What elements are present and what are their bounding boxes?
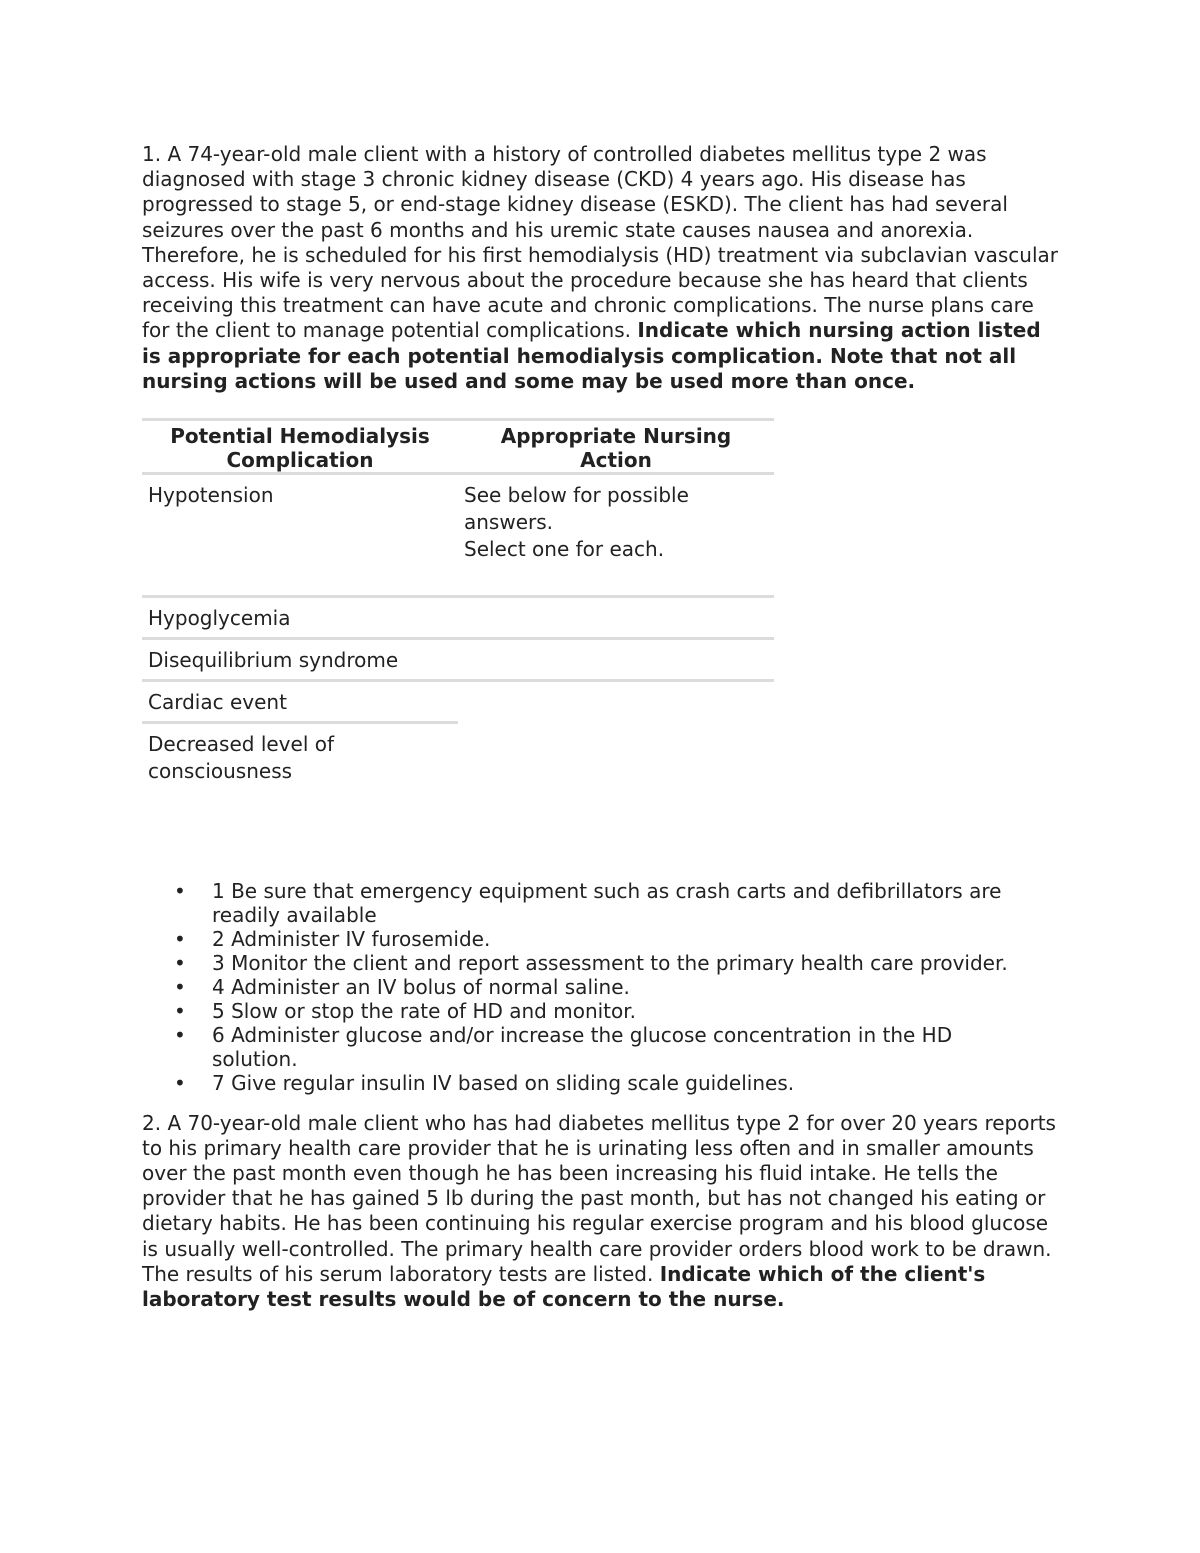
option-text: 1 Be sure that emergency equipment such as crash carts and defibrillators are readily available	[212, 878, 1002, 927]
question-2	[142, 1111, 1062, 1313]
bullet-icon: •	[174, 878, 186, 903]
bullet-icon: •	[174, 950, 186, 975]
complication-decreased-loc: Decreased level of consciousness	[142, 723, 458, 793]
complication-table	[142, 418, 774, 793]
option-text: 4 Administer an IV bolus of normal saline.	[212, 974, 630, 999]
complication-hypotension: Hypotension	[148, 483, 274, 508]
option-text: 2 Administer IV furosemide.	[212, 926, 491, 951]
question-2-text: 2. A 70-year-old male client who has had diabetes mellitus type 2 for over 20 years reports to his primary health care provider that he is urinating less often and in smaller amounts over the past month even though he has been increasing his fluid intake. He tells the provider that he has gained 5 lb during the past month, but has not changed his eating or dietary habits. He has been continuing his regular exercise program and his blood glucose is usually well-controlled. The primary health care provider orders blood work to be drawn. The results of his serum laboratory tests are listed.	[142, 1110, 1056, 1286]
bullet-icon: •	[174, 1070, 186, 1095]
answer-hint	[458, 474, 774, 597]
bullet-icon: •	[174, 926, 186, 951]
option-item	[142, 999, 1032, 1023]
option-item	[142, 879, 1032, 927]
option-item	[142, 975, 1032, 999]
header-complication: Potential Hemodialysis Complication	[142, 420, 458, 474]
answer-hint-line-2: Select one for each.	[464, 537, 665, 562]
option-item	[142, 1023, 1032, 1071]
bullet-icon: •	[174, 998, 186, 1023]
option-item	[142, 951, 1032, 975]
option-text: 5 Slow or stop the rate of HD and monitor.	[212, 998, 637, 1023]
bullet-icon: •	[174, 974, 186, 999]
document-page	[142, 142, 1062, 1312]
answer-cell-disequilibrium[interactable]	[458, 639, 774, 681]
complication-disequilibrium: Disequilibrium syndrome	[142, 639, 458, 681]
header-nursing-action: Appropriate Nursing Action	[458, 420, 774, 474]
complication-cardiac-event: Cardiac event	[142, 681, 458, 723]
option-item	[142, 1071, 1032, 1095]
question-2-instruction: Indicate which of the client's laboratory test results would be of concern to the nurse.	[142, 1261, 986, 1311]
option-text: 6 Administer glucose and/or increase the glucose concentration in the HD solution.	[212, 1022, 953, 1071]
complication-hypoglycemia: Hypoglycemia	[142, 597, 458, 639]
bullet-icon: •	[174, 1022, 186, 1047]
question-1-text: 1. A 74-year-old male client with a history of controlled diabetes mellitus type 2 was diagnosed with stage 3 chronic kidney disease (CKD) 4 years ago. His disease has progressed to stage 5, or end-stage kidney disease (ESKD). The client has had several seizures over the past 6 months and his uremic state causes nausea and anorexia. Therefore, he is scheduled for his first hemodialysis (HD) treatment via subclavian vascular access. His wife is very nervous about the procedure because she has heard that clients receiving this treatment can have acute and chronic complications. The nurse plans care for the client to manage potential complications.	[142, 142, 1058, 343]
answer-cell-cardiac-event[interactable]	[458, 681, 774, 723]
question-1-instruction: Indicate which nursing action listed is appropriate for each potential hemodialysis complication. Note that not all nursing actions will be used and some may be used more than once.	[142, 318, 1041, 393]
option-text: 3 Monitor the client and report assessment to the primary health care provider.	[212, 950, 1008, 975]
answer-cell-hypoglycemia[interactable]	[458, 597, 774, 639]
answer-hint-line-1: See below for possible answers.	[464, 483, 689, 535]
question-1	[142, 142, 1062, 394]
nursing-action-options	[142, 879, 1062, 1095]
option-text: 7 Give regular insulin IV based on sliding scale guidelines.	[212, 1070, 795, 1095]
answer-cell-decreased-loc[interactable]	[458, 723, 774, 793]
option-item	[142, 927, 1032, 951]
